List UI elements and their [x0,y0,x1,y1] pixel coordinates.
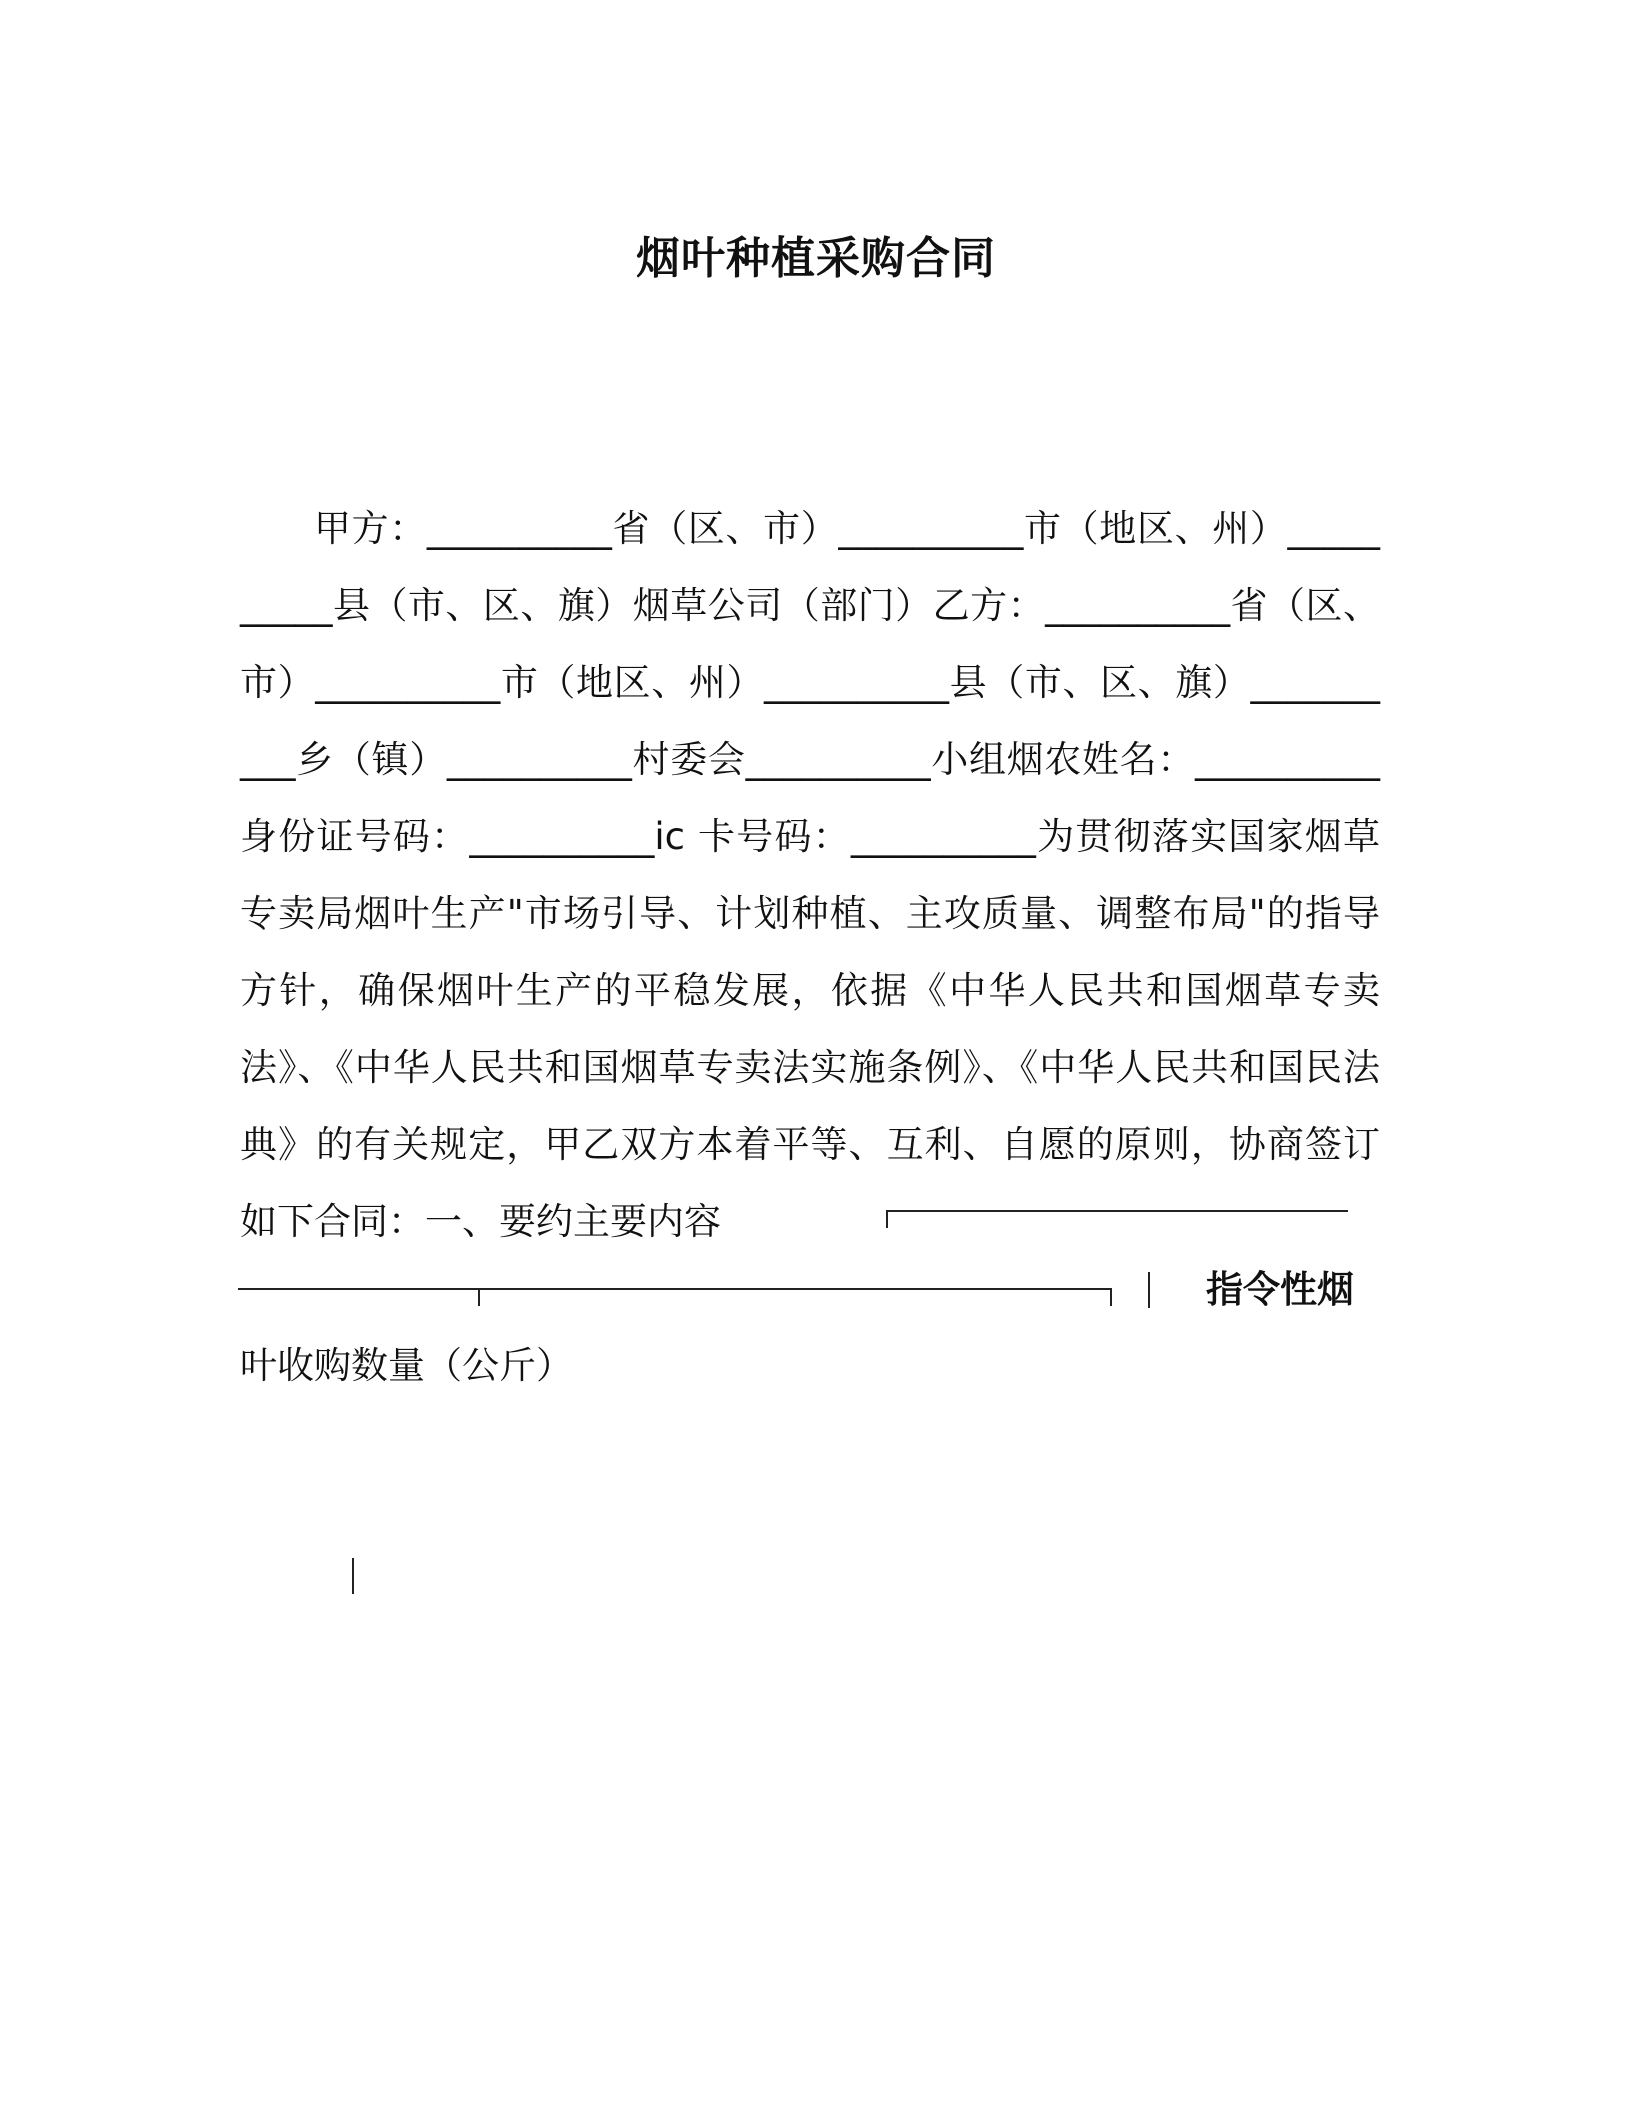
table-row-border-left [238,1288,478,1290]
table-header-cell: 指令性烟 [1206,1268,1354,1311]
table-corner-tick [886,1210,888,1228]
table-top-border [886,1210,1348,1212]
table-col-tick-2 [1110,1288,1112,1306]
table-col-divider [1148,1272,1150,1308]
table-col-tick-1 [478,1288,480,1306]
table-lower-divider [352,1558,354,1594]
contract-preamble: 甲方：__________省（区、市）__________市（地区、州）__________县（市、区、旗）烟草公司（部门）乙方：__________省（区、市）__________市（地区、州）__________县（市、区、旗）__________乡（镇）__________村委会__________小组烟农姓名：__________身份证号码：__________ic 卡号码：__________为贯彻落实国家烟草专卖局烟叶生产"市场引导、计划种植、主攻质量、调整布局"的指导方针，确保烟叶生产的平稳发展，依据《中华人民共和国烟草专卖法》、《中华人民共和国烟草专卖法实施条例》、《中华人民共和国民法典》的有关规定，甲乙双方本着平等、互利、自愿的原则，协商签订如下合同：一、要约主要内容 [240,507,1380,1243]
table-row-border-mid [478,1288,1110,1290]
table-header-cell-continued: 叶收购数量（公斤） [240,1344,573,1387]
document-title: 烟叶种植采购合同 [636,233,996,284]
